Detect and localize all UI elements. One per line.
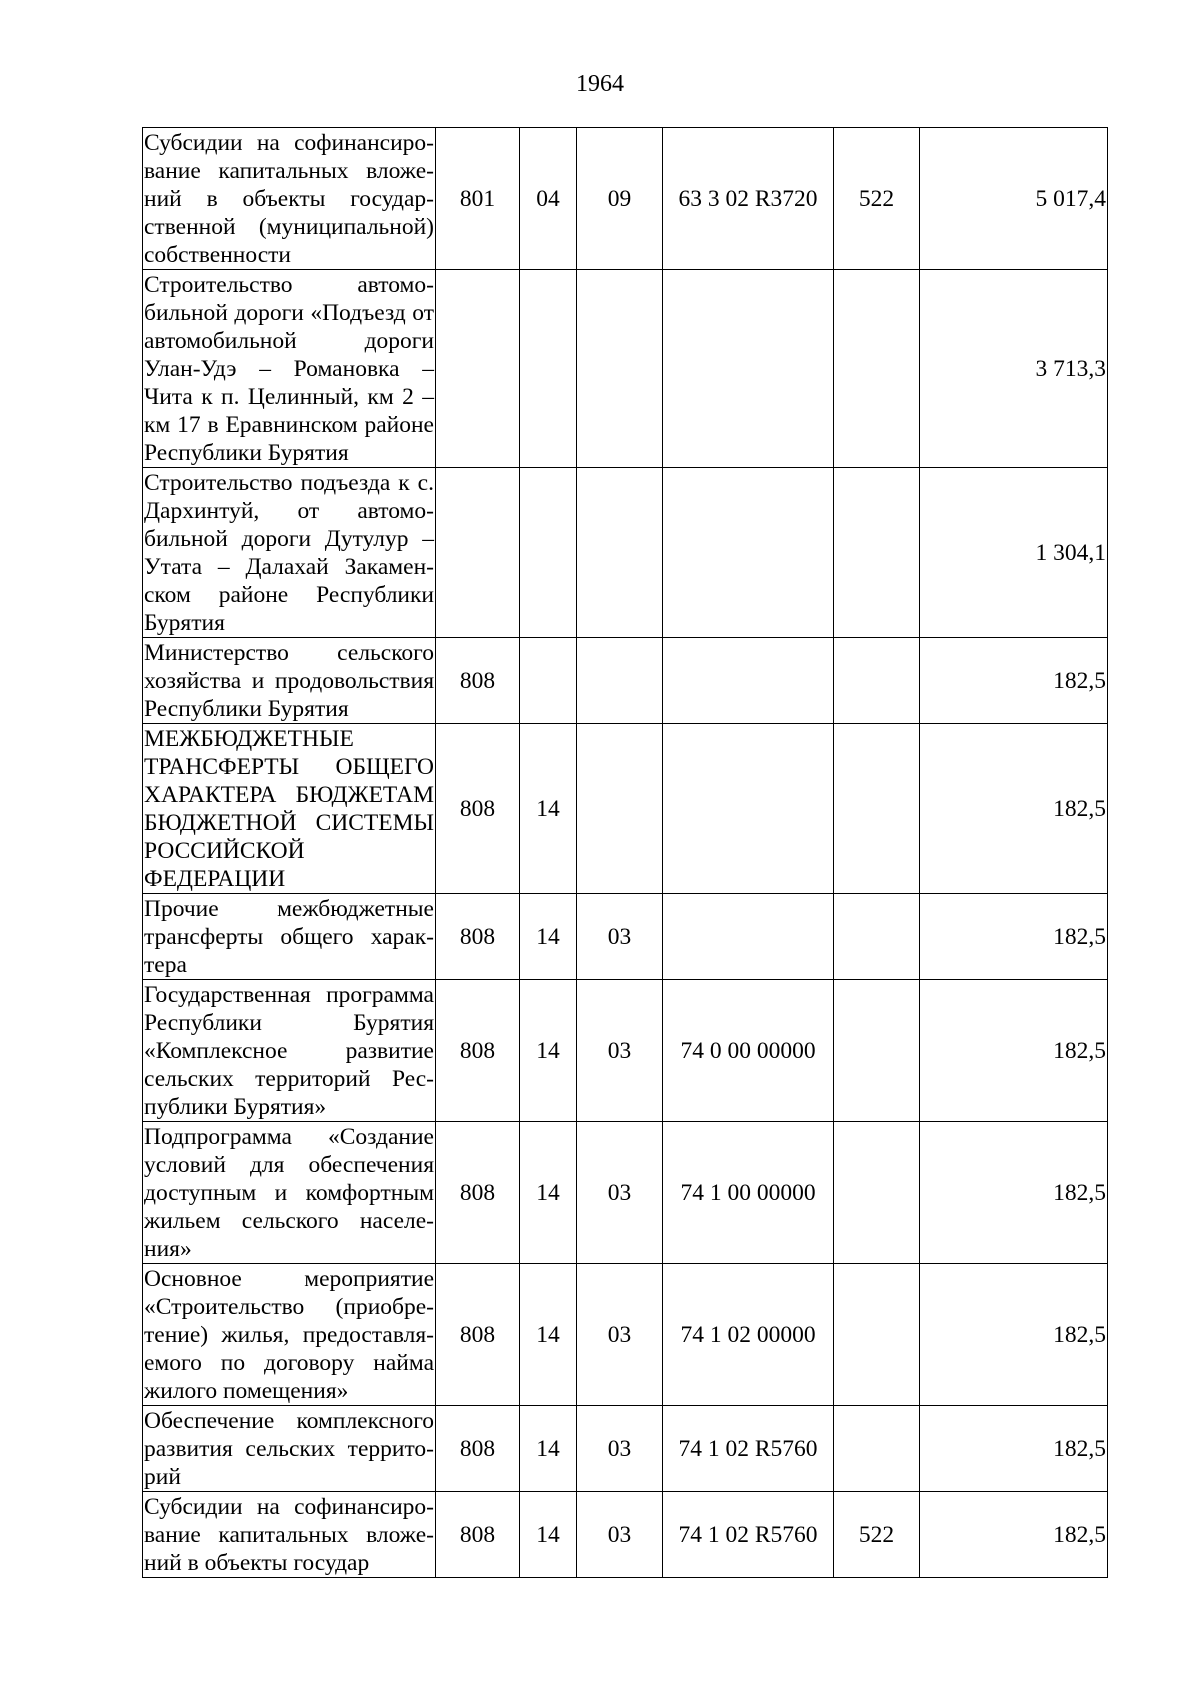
subsection-code: 03: [577, 1492, 663, 1578]
table-row: [143, 980, 1108, 1122]
target-article-code: 74 0 00 00000: [663, 980, 834, 1122]
expense-type-code: [834, 894, 920, 980]
row-name: Строительство автомобильной дороги «Подъезд от автомобильной дороги Улан-Удэ – Романовка – Чита к п. Целинный, км 2 – км 17 в Еравнинском районе Республики Бурятия: [144, 271, 434, 466]
target-article-code: 63 3 02 R3720: [663, 128, 834, 270]
subsection-code: 03: [577, 1122, 663, 1264]
target-article-code: 74 1 02 R5760: [663, 1492, 834, 1578]
amount: 182,5: [920, 980, 1108, 1122]
section-code: 14: [520, 1406, 577, 1492]
ministry-code: 808: [436, 1264, 520, 1406]
ministry-code: 808: [436, 724, 520, 894]
row-name: Подпрограмма «Создание условий для обеспечения доступным и комфортным жильем сельского населения»: [144, 1123, 434, 1262]
section-code: [520, 468, 577, 638]
row-name: Министерство сельского хозяйства и продовольствия Республики Бурятия: [144, 639, 434, 722]
row-name: МЕЖБЮДЖЕТНЫЕ ТРАНСФЕРТЫ ОБЩЕГО ХАРАКТЕРА БЮДЖЕТАМ БЮДЖЕТНОЙ СИСТЕМЫ РОССИЙСКОЙ ФЕДЕРАЦИИ: [144, 725, 434, 892]
target-article-code: [663, 894, 834, 980]
row-name: Субсидии на софинансирование капитальных вложений в объекты государственной (муниципальной) собственности: [144, 129, 434, 268]
expense-type-code: [834, 468, 920, 638]
amount: 1 304,1: [920, 468, 1108, 638]
amount: 182,5: [920, 1406, 1108, 1492]
budget-table: [142, 127, 1108, 1578]
ministry-code: 808: [436, 1122, 520, 1264]
expense-type-code: 522: [834, 128, 920, 270]
amount: 182,5: [920, 1264, 1108, 1406]
table-row: [143, 1264, 1108, 1406]
row-name: Строительство подъезда к с. Дархинтуй, от автомобильной дороги Дутулур – Утата – Далахай Закаменском районе Республики Бурятия: [144, 469, 434, 636]
section-code: 04: [520, 128, 577, 270]
target-article-code: 74 1 02 00000: [663, 1264, 834, 1406]
subsection-code: [577, 270, 663, 468]
section-code: 14: [520, 1122, 577, 1264]
amount: 182,5: [920, 1122, 1108, 1264]
expense-type-code: [834, 1406, 920, 1492]
expense-type-code: 522: [834, 1492, 920, 1578]
ministry-code: 808: [436, 980, 520, 1122]
amount: 182,5: [920, 894, 1108, 980]
subsection-code: 03: [577, 1264, 663, 1406]
ministry-code: 801: [436, 128, 520, 270]
section-code: 14: [520, 980, 577, 1122]
subsection-code: 09: [577, 128, 663, 270]
amount: 5 017,4: [920, 128, 1108, 270]
table-row: [143, 1492, 1108, 1578]
section-code: 14: [520, 1492, 577, 1578]
subsection-code: [577, 724, 663, 894]
table-row: [143, 270, 1108, 468]
ministry-code: 808: [436, 638, 520, 724]
expense-type-code: [834, 980, 920, 1122]
row-name: Государственная программа Республики Бурятия «Комплексное развитие сельских территорий Республики Бурятия»: [144, 981, 434, 1120]
section-code: 14: [520, 1264, 577, 1406]
table-row: [143, 638, 1108, 724]
amount: 182,5: [920, 1492, 1108, 1578]
section-code: 14: [520, 894, 577, 980]
row-name: Обеспечение комплексного развития сельских территорий: [144, 1407, 434, 1490]
target-article-code: [663, 638, 834, 724]
table-row: [143, 724, 1108, 894]
target-article-code: [663, 468, 834, 638]
table-row: [143, 128, 1108, 270]
expense-type-code: [834, 270, 920, 468]
table-row: [143, 1122, 1108, 1264]
target-article-code: [663, 724, 834, 894]
ministry-code: [436, 468, 520, 638]
subsection-code: 03: [577, 894, 663, 980]
row-name: Прочие межбюджетные трансферты общего характера: [144, 895, 434, 978]
subsection-code: [577, 468, 663, 638]
target-article-code: 74 1 02 R5760: [663, 1406, 834, 1492]
section-code: 14: [520, 724, 577, 894]
ministry-code: 808: [436, 1406, 520, 1492]
page-number: 1964: [576, 71, 624, 97]
table-row: [143, 468, 1108, 638]
expense-type-code: [834, 1122, 920, 1264]
table-row: [143, 894, 1108, 980]
table-row: [143, 1406, 1108, 1492]
subsection-code: 03: [577, 980, 663, 1122]
ministry-code: [436, 270, 520, 468]
expense-type-code: [834, 638, 920, 724]
amount: 182,5: [920, 638, 1108, 724]
subsection-code: [577, 638, 663, 724]
section-code: [520, 638, 577, 724]
expense-type-code: [834, 1264, 920, 1406]
target-article-code: [663, 270, 834, 468]
ministry-code: 808: [436, 1492, 520, 1578]
ministry-code: 808: [436, 894, 520, 980]
section-code: [520, 270, 577, 468]
amount: 182,5: [920, 724, 1108, 894]
subsection-code: 03: [577, 1406, 663, 1492]
row-name: Основное мероприятие «Строительство (приобретение) жилья, предоставляемого по договору найма жилого помещения»: [144, 1265, 434, 1404]
expense-type-code: [834, 724, 920, 894]
row-name: Субсидии на софинансирование капитальных вложений в объекты государ: [144, 1493, 434, 1576]
target-article-code: 74 1 00 00000: [663, 1122, 834, 1264]
amount: 3 713,3: [920, 270, 1108, 468]
